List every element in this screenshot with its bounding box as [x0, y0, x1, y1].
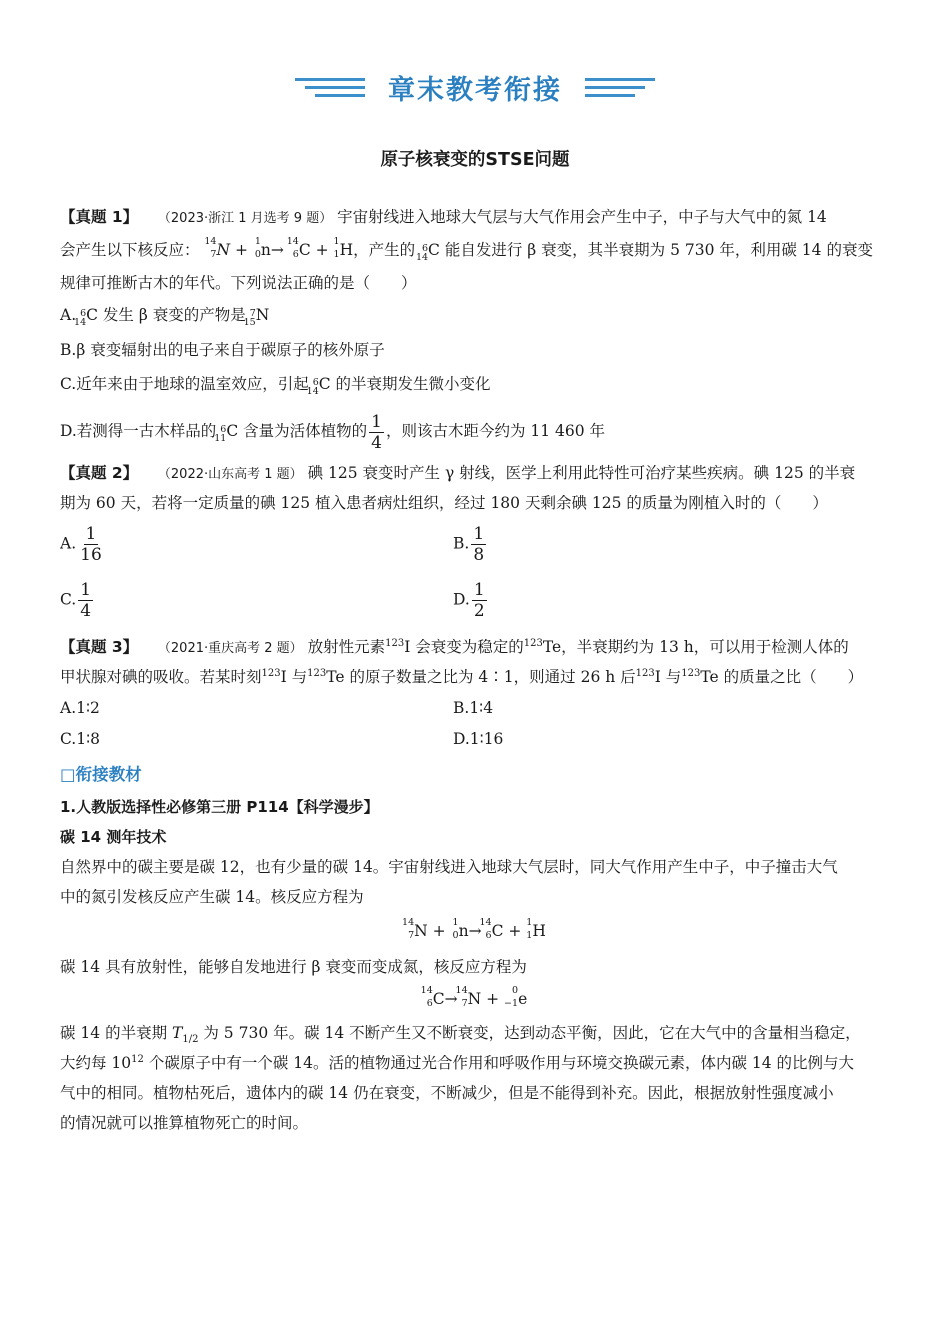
paragraph-line: 大约每 $10^{12}$ 个碳原子中有一个碳 14。活的植物通过光合作用和呼吸作用与环境交换碳元素，体内碳 14 的比例与大 [60, 1053, 855, 1072]
page-title: 原子核衰变的STSE问题 [380, 150, 570, 170]
q3-line-2: 甲状腺对碘的吸收。若某时刻$^{123}$I 与$^{123}$Te 的原子数量之比为 4∶1，则通过 26 h 后$^{123}$I 与$^{123}$Te 的质量之比（ ） [60, 667, 864, 686]
q1-text-2c: C 能自发进行 β 衰变，其半衰期为 5 730 年，利用碳 14 的衰变 [428, 241, 873, 259]
fraction: $\frac{1}{2}$ [473, 580, 485, 621]
paragraph-line: 中的氮引发核反应产生碳 14。核反应方程为 [60, 888, 364, 906]
q1-option-d-post: ，则该古木距今约为 11 460 年 [385, 422, 606, 440]
q3-option-b[interactable]: B.1∶4 [453, 699, 494, 717]
option-letter: A. [60, 306, 77, 324]
q2-text-1: 碘 125 衰变时产生 γ 射线，医学上利用此特性可治疗某些疾病。碘 125 的半衰 [307, 464, 856, 482]
q2-option-d[interactable]: D. $\frac{1}{2}$ [453, 580, 485, 621]
paragraph-line: 自然界中的碳主要是碳 12，也有少量的碳 14。宇宙射线进入地球大气层时，同大气作用产生中子，中子撞击大气 [60, 858, 838, 876]
banner-line-left-2 [305, 86, 365, 89]
q2-line-2: 期为 60 天，若将一定质量的碘 125 植入患者病灶组织，经过 180 天剩余碘 125 的质量为刚植入时的（ ） [60, 494, 828, 512]
fraction: $\frac{1}{4}$ [80, 580, 92, 621]
q1-option-d-text: D.若测得一古木样品的 [60, 422, 217, 440]
q1-text-2a: 会产生以下核反应： [60, 241, 200, 259]
q1-option-c-text: C.近年来由于地球的温室效应，引起 [60, 375, 309, 393]
q2-line-1 [60, 462, 855, 486]
q3-source: （2021·重庆高考 2 题） [157, 641, 303, 656]
q1-line-1 [60, 206, 827, 230]
q1-line-2: 会产生以下核反应： 14 7 N + 1 0 n→ 14 6 C + 1 1 H，产生的 14 6 C 能自发进行 β 衰变，其半衰期为 5 730 年，利用碳 14 的衰变 [60, 236, 873, 263]
q3-option-c[interactable]: C.1∶8 [60, 730, 100, 748]
banner-line-left-3 [315, 94, 365, 97]
q1-line-3: 规律可推断古木的年代。下列说法正确的是（ ） [60, 274, 417, 292]
fraction: $\frac{1}{16}$ [80, 524, 102, 565]
q2-source: （2022·山东高考 1 题） [157, 467, 303, 482]
q2-option-c[interactable]: C. $\frac{1}{4}$ [60, 580, 92, 621]
q1-option-a[interactable]: A. 14 6 C 发生 β 衰变的产物是 15 7 N [60, 306, 270, 328]
q2-label: 【真题 2】 [60, 464, 139, 482]
paragraph-line: 碳 14 具有放射性，能够自发地进行 β 衰变而变成氮，核反应方程为 [60, 958, 527, 976]
nuclide-c14: 14 6 C [286, 236, 311, 260]
banner-line-right-2 [585, 86, 645, 89]
nuclide-n14: 14 7 N [204, 236, 231, 260]
plus-sign: + [234, 241, 248, 259]
arrow: → [270, 241, 284, 259]
fraction-one-quarter: $\frac{1}{4}$ [371, 411, 382, 453]
chapter-banner [295, 66, 655, 106]
q1-option-a-post: N [255, 306, 270, 324]
paragraph-line: 碳 14 的半衰期 $T_{1/2}$ 为 5 730 年。碳 14 不断产生又不断衰变，达到动态平衡，因此，它在大气中的含量相当稳定， [60, 1024, 861, 1046]
subsection-title: 碳 14 测年技术 [60, 828, 167, 846]
banner-line-right-3 [585, 94, 635, 97]
fraction: $\frac{1}{8}$ [473, 524, 485, 565]
q1-text-2b: ，产生的 [353, 241, 416, 259]
q3-label: 【真题 3】 [60, 638, 139, 656]
q1-option-d-mid: C 含量为活体植物的 [226, 422, 368, 440]
paragraph-line: 的情况就可以推算植物死亡的时间。 [60, 1114, 309, 1132]
banner-title: 章末教考衔接 [388, 75, 562, 106]
q1-text-1: 宇宙射线进入地球大气层与大气作用会产生中子，中子与大气中的氮 14 [337, 208, 827, 226]
equation-carbon-formation: 14 7 N + 1 0 n→ 14 6 C + 1 1 H [402, 917, 546, 941]
q3-line-1: 【真题 3】 （2021·重庆高考 2 题） 放射性元素$^{123}$I 会衰变为稳定的$^{123}$Te，半衰期约为 13 h，可以用于检测人体的 [60, 637, 849, 656]
q1-option-b[interactable]: B.β 衰变辐射出的电子来自于碳原子的核外原子 [60, 341, 385, 359]
q1-option-c-post: C 的半衰期发生微小变化 [318, 375, 491, 393]
q2-option-b[interactable]: B. $\frac{1}{8}$ [453, 524, 485, 565]
paragraph-line: 气中的相同。植物枯死后，遗体内的碳 14 仍在衰变，不断减少，但是不能得到补充。因此，根据放射性强度减小 [60, 1084, 834, 1102]
equation-beta-decay: 14 6 C→ 14 7 N + 0 −1 e [420, 985, 528, 1009]
nuclide-neutron: 1 0 n [254, 236, 271, 260]
q1-source: （2023·浙江 1 月选考 9 题） [157, 211, 333, 226]
q1-option-c[interactable]: C.近年来由于地球的温室效应，引起 14 6 C 的半衰期发生微小变化 [60, 375, 491, 397]
nuclide-h: 1 1 H [333, 236, 354, 260]
q1-label: 【真题 1】 [60, 208, 139, 226]
q1-option-a-text: C 发生 β 衰变的产物是 [86, 306, 246, 324]
q1-option-d[interactable]: D.若测得一古木样品的 11 6 C 含量为活体植物的 $\frac{1}{4}$ ，则该古木距今约为 11 460 年 [60, 411, 606, 453]
section-heading-link-textbook: □衔接教材 [60, 765, 142, 784]
plus-sign: + [315, 241, 329, 259]
textbook-reference: 1.人教版选择性必修第三册 P114【科学漫步】 [60, 798, 379, 816]
banner-line-left-1 [295, 78, 365, 81]
q3-option-d[interactable]: D.1∶16 [453, 730, 504, 748]
q2-option-a[interactable]: A. $\frac{1}{16}$ [60, 524, 102, 565]
q3-option-a[interactable]: A.1∶2 [60, 699, 100, 717]
banner-line-right-1 [585, 78, 655, 81]
